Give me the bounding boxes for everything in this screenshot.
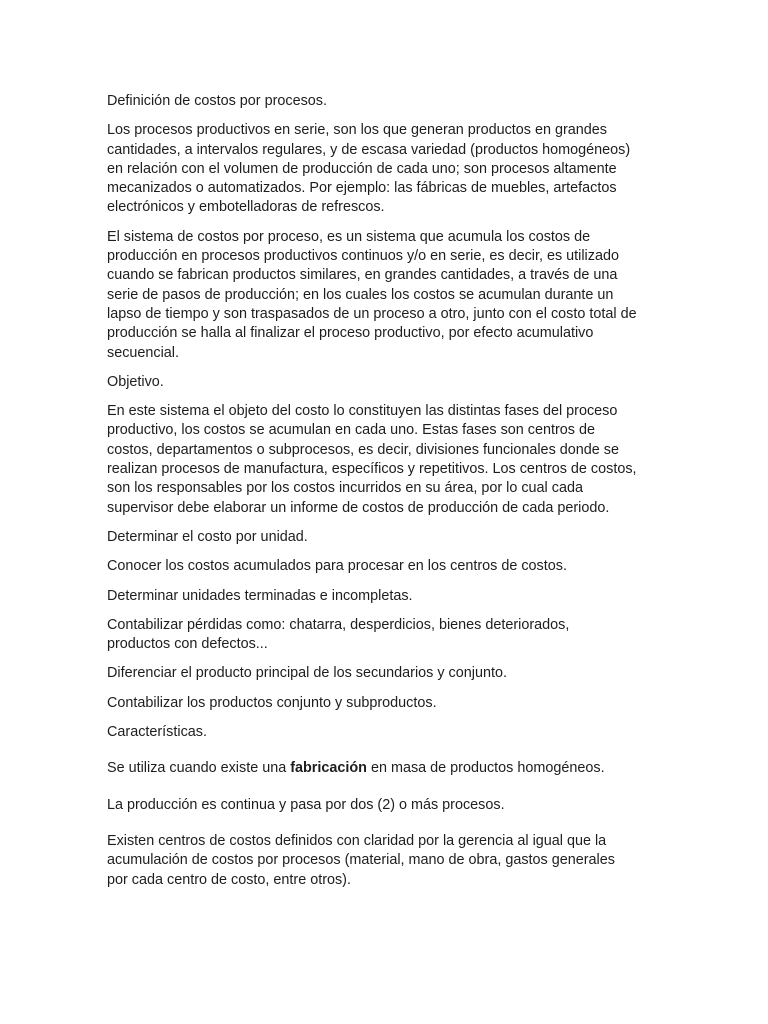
characteristic-item <box>107 759 667 778</box>
paragraph-cost-object: En este sistema el objeto del costo lo constituyen las distintas fases del proceso productivo, los costos se acumulan en cada uno. Estas fases son centros de costos, departamentos o subprocesos, es decir, divisiones funcionales donde se realizan procesos de manufactura, específicos y repetitivos. Los centros de costos, son los responsables por los costos incurridos en su área, por lo cual cada supervisor debe elaborar un informe de costos de producción de cada periodo. <box>107 403 637 516</box>
characteristic-bold-text: fabricación <box>290 760 367 777</box>
objective-item: Conocer los costos acumulados para procesar en los centros de costos. <box>107 558 567 575</box>
characteristic-text: en masa de productos homogéneos. <box>366 760 605 777</box>
paragraph-serial-processes: Los procesos productivos en serie, son los que generan productos en grandes cantidades, a intervalos regulares, y de escasa variedad (productos homogéneos) en relación con el volumen de producción de cada uno; son procesos altamente mecanizados o automatizados. Por ejemplo: las fábricas de muebles, artefactos electrónicos y embotelladoras de refrescos. <box>107 122 631 216</box>
document-page <box>107 92 667 890</box>
heading-objective: Objetivo. <box>107 373 164 390</box>
objective-item: Contabilizar los productos conjunto y subproductos. <box>107 694 437 711</box>
paragraph-process-cost-system: El sistema de costos por proceso, es un sistema que acumula los costos de producción en procesos productivos continuos y/o en serie, es decir, es utilizado cuando se fabrican productos similares, en grandes cantidades, a través de una serie de pasos de producción; en los cuales los costos se acumulan durante un lapso de tiempo y son traspasados de un proceso a otro, junto con el costo total de producción se halla al finalizar el proceso productivo, por efecto acumulativo secuencial. <box>107 228 637 361</box>
heading-characteristics: Características. <box>107 724 207 741</box>
objective-item: Determinar unidades terminadas e incompletas. <box>107 587 413 604</box>
heading-definition: Definición de costos por procesos. <box>107 93 327 109</box>
objective-item: Determinar el costo por unidad. <box>107 528 308 545</box>
objective-item: Diferenciar el producto principal de los secundarios y conjunto. <box>107 665 507 682</box>
characteristic-item: Existen centros de costos definidos con claridad por la gerencia al igual que la acumulación de costos por procesos (material, mano de obra, gastos generales por cada centro de costo, entre otros). <box>107 832 615 888</box>
characteristic-item: La producción es continua y pasa por dos (2) o más procesos. <box>107 796 505 813</box>
objective-item: Contabilizar pérdidas como: chatarra, desperdicios, bienes deteriorados, productos con defectos... <box>107 616 570 653</box>
characteristic-text: Se utiliza cuando existe una <box>107 760 291 777</box>
